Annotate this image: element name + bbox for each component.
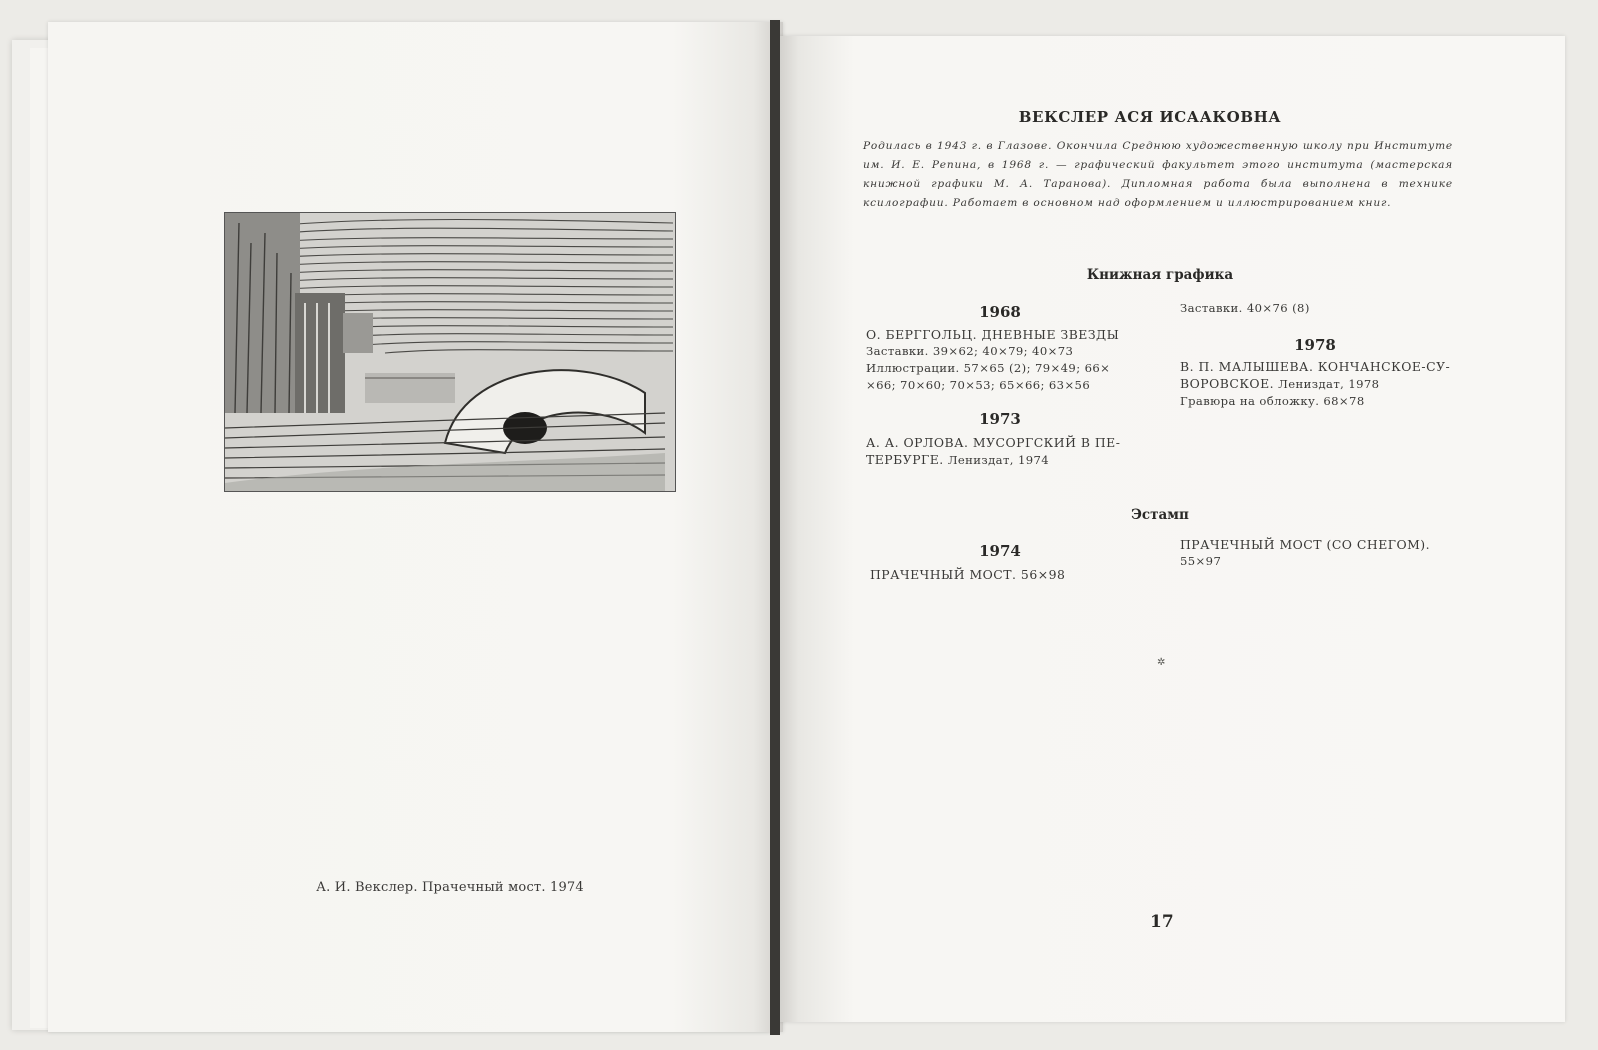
page-number: 17: [1150, 912, 1174, 932]
entry-1973-title-cont: ТЕРБУРГЕ.: [866, 452, 944, 467]
engraving-image: [225, 213, 675, 491]
caption-title: Прачечный мост. 1974: [422, 880, 584, 895]
entry-1973-title: А. А. ОРЛОВА. МУСОРГСКИЙ В ПЕ-: [866, 435, 1121, 450]
entry-1978: [1180, 358, 1480, 410]
entry-1974-a: [870, 566, 1160, 583]
entry-1978-line: Гравюра на обложку. 68×78: [1180, 394, 1365, 408]
caption-author: А. И. Векслер.: [316, 880, 418, 895]
year-1973: 1973: [979, 410, 1021, 428]
entry-1978-title: В. П. МАЛЫШЕВА. КОНЧАНСКОЕ-СУ-: [1180, 359, 1451, 374]
illustration-caption: [240, 880, 660, 895]
entry-1973-publisher: Лениздат, 1974: [947, 453, 1050, 467]
engraving-illustration: [224, 212, 676, 492]
entry-1974-b-title: ПРАЧЕЧНЫЙ МОСТ (СО СНЕГОМ).: [1180, 537, 1431, 552]
entry-1978-title-cont: ВОРОВСКОЕ.: [1180, 376, 1275, 391]
entry-1974-b: [1180, 536, 1470, 570]
entry-1974-a-text: ПРАЧЕЧНЫЙ МОСТ. 56×98: [870, 567, 1066, 582]
section-book-graphics: Книжная графика: [1086, 267, 1234, 283]
entry-1973: [866, 434, 1156, 469]
book-spine: [770, 20, 780, 1035]
section-estamp: Эстамп: [1131, 507, 1189, 523]
year-1968: 1968: [979, 303, 1021, 321]
year-1974: 1974: [979, 542, 1021, 560]
entry-1968-line3: ×66; 70×60; 70×53; 65×66; 63×56: [866, 378, 1091, 392]
entry-1978-publisher: Лениздат, 1978: [1278, 377, 1380, 391]
entry-1968-continued: Заставки. 40×76 (8): [1180, 301, 1310, 315]
artist-biography: Родилась в 1943 г. в Глазове. Окончила Среднюю художественную школу при Институте им. И. Е. Репина, в 1968 г. — графический факультет этого института (мастерская книжной графики М. А. Таранова). Дипломная работа была выполнена в технике ксилографии. Работает в основном над оформлением и иллюстрированием книг.: [863, 140, 1453, 209]
entry-1968-line1: Заставки. 39×62; 40×79; 40×73: [866, 344, 1074, 358]
entry-1968-title: О. БЕРГГОЛЬЦ. ДНЕВНЫЕ ЗВЕЗДЫ: [866, 327, 1120, 342]
entry-1968-line2: Иллюстрации. 57×65 (2); 79×49; 66×: [866, 361, 1111, 375]
print-mark: ✲: [1157, 657, 1166, 668]
year-1978: 1978: [1294, 336, 1336, 354]
entry-1974-b-size: 55×97: [1180, 554, 1222, 568]
entry-1968: [866, 326, 1156, 394]
artist-name-title: ВЕКСЛЕР АСЯ ИСААКОВНА: [1018, 108, 1282, 126]
